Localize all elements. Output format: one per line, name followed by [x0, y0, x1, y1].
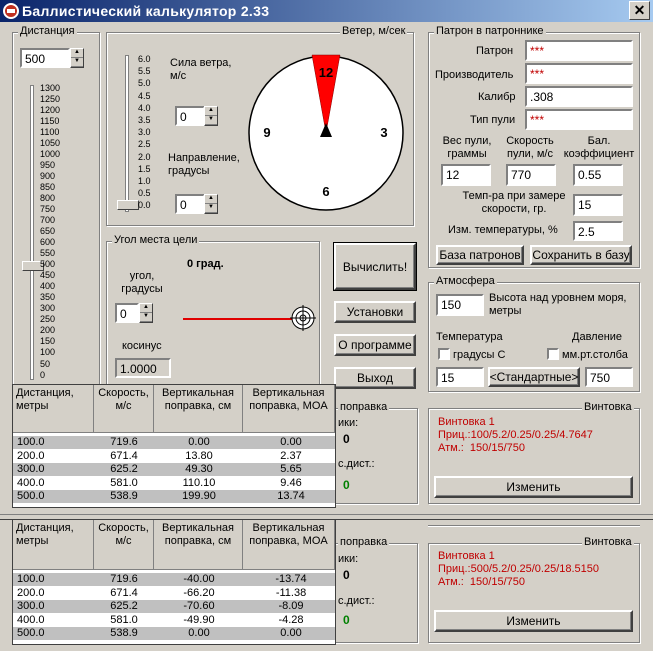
bullet-speed-label: Скорость пули, м/с [506, 135, 554, 160]
col-distance-header: Дистанция, метры [13, 385, 94, 433]
table-cell: 199.90 [182, 490, 216, 502]
col-speed-header-2: Скорость, м/с [94, 520, 154, 570]
rifle-name-1: Винтовка 1 [438, 416, 495, 428]
table-cell: 0.00 [188, 436, 210, 448]
angle-label: угол, градусы [121, 270, 163, 295]
table-cell: 5.65 [280, 463, 302, 475]
correction-line-1: ики: [338, 417, 359, 429]
distance-tick: 1300 [40, 83, 61, 93]
pressure-label: Давление [572, 331, 623, 343]
distance-tick: 1050 [40, 138, 61, 149]
table-row[interactable] [13, 463, 335, 476]
altitude-input[interactable]: 150 [436, 294, 484, 316]
table-cell: 0.00 [188, 627, 210, 639]
table-cell: 671.4 [110, 586, 138, 599]
app-icon [3, 3, 19, 19]
wind-legend: Ветер, м/сек [342, 25, 406, 37]
distance-tick: 50 [40, 358, 51, 369]
bullet-speed-input[interactable]: 770 [506, 164, 556, 186]
table-cell: -70.60 [183, 600, 215, 612]
wind-tick: 0.5 [138, 188, 151, 199]
wind-tick: 5.0 [138, 78, 151, 89]
distance-tick: 700 [40, 215, 56, 226]
distance-legend: Дистанция [20, 25, 75, 37]
mmhg-label: мм.рт.столба [562, 349, 628, 361]
wind-tick: 6.0 [138, 54, 151, 64]
angle-spinner[interactable]: ▲ ▼ [139, 303, 153, 323]
distance-tick: 850 [40, 182, 56, 193]
wind-force-label: Сила ветра, м/с [170, 57, 232, 82]
table-cell: 300.0 [17, 463, 45, 475]
rifle-legend-1: Винтовка [584, 401, 632, 413]
table-cell: -8.09 [278, 600, 304, 612]
results-table-1[interactable] [12, 384, 336, 508]
col-vert-moa-header-2: Вертикальная поправка, MOA [243, 520, 335, 570]
distance-tick: 0 [40, 369, 46, 380]
caliber-label: Калибр [478, 91, 516, 103]
table-cell: 719.6 [110, 436, 138, 448]
table-cell: 2.37 [280, 449, 302, 462]
table-cell: 0.00 [280, 436, 302, 448]
table-cell: 49.30 [185, 463, 213, 475]
distance-tick: 900 [40, 171, 56, 182]
table-row[interactable] [13, 614, 335, 627]
correction-line-2: с.дист.: [338, 458, 375, 470]
table-row[interactable] [13, 436, 335, 449]
cosine-field: 1.0000 [115, 358, 171, 378]
wind-tick: 3.5 [138, 115, 151, 125]
settings-button[interactable]: Установки [334, 301, 416, 323]
correction-legend-1: поправка [340, 401, 388, 413]
distance-tick: 450 [40, 270, 56, 281]
distance-tick: 950 [40, 160, 56, 171]
table-cell: 100.0 [17, 436, 45, 448]
ballistic-coef-label: Бал. коэффициент [563, 135, 635, 160]
table-cell: 13.80 [185, 449, 213, 462]
correction-line-3: ики: [338, 553, 359, 565]
temperature-label: Температура [436, 331, 503, 343]
altitude-label: Высота над уровнем моря, метры [489, 292, 627, 317]
table-cell: 400.0 [17, 476, 45, 489]
distance-input[interactable]: 500 [20, 48, 70, 68]
rifle-sight-2: Приц.:500/5.2/0.25/0.25/18.5150 [438, 563, 600, 575]
col-speed-header: Скорость, м/с [94, 385, 154, 433]
cartridge-legend: Патрон в патроннике [436, 25, 544, 37]
clock-label-6: 6 [322, 184, 330, 199]
distance-tick: 650 [40, 226, 56, 237]
cartridge-db-button[interactable]: База патронов [436, 245, 524, 265]
wind-tick: 1.5 [138, 163, 151, 174]
wind-tick: 1.0 [138, 176, 151, 186]
table-cell: 200.0 [17, 586, 45, 599]
cosine-label: косинус [122, 340, 162, 352]
correction-value-2: 0 [343, 478, 350, 492]
aim-line [183, 318, 298, 320]
distance-tick: 300 [40, 303, 56, 314]
table-cell: 625.2 [110, 600, 138, 612]
about-button[interactable]: О программе [334, 334, 416, 356]
col-distance-header-2: Дистанция, метры [13, 520, 94, 570]
table-cell: 9.46 [280, 476, 302, 489]
celsius-label: градусы С [453, 349, 506, 361]
distance-tick: 800 [40, 193, 56, 204]
wind-tick: 4.0 [138, 102, 151, 113]
distance-tick: 1100 [40, 127, 60, 138]
clock-label-3: 3 [380, 125, 388, 140]
table-row[interactable] [13, 490, 335, 503]
distance-tick: 1000 [40, 149, 61, 160]
correction-legend-2: поправка [340, 536, 388, 548]
clock-label-12: 12 [318, 65, 334, 80]
table-cell: 0.00 [280, 627, 302, 639]
distance-spinner[interactable]: ▲ ▼ [70, 48, 84, 68]
table-cell: 538.9 [110, 490, 138, 502]
atmosphere-legend: Атмосфера [436, 275, 495, 287]
table-row[interactable] [13, 587, 335, 600]
close-button[interactable]: ✕ [629, 1, 650, 20]
distance-tick: 250 [40, 314, 56, 325]
table-cell: 400.0 [17, 613, 45, 626]
distance-tick: 1200 [40, 105, 61, 116]
distance-tick: 1250 [40, 94, 61, 105]
table-row[interactable] [13, 450, 335, 463]
window-title: Баллистический калькулятор 2.33 [22, 3, 270, 19]
table-cell: -4.28 [278, 613, 304, 626]
exit-button[interactable]: Выход [334, 367, 416, 389]
rifle-name-2: Винтовка 1 [438, 550, 495, 562]
celsius-checkbox[interactable] [438, 348, 450, 360]
distance-tick: 600 [40, 237, 56, 248]
distance-tick: 1150 [40, 116, 60, 127]
distance-tick: 550 [40, 248, 56, 259]
frame-separator [428, 525, 640, 527]
distance-tick: 400 [40, 281, 56, 292]
rifle-atm-1: Атм.: 150/15/750 [438, 442, 525, 454]
bullet-weight-label: Вес пули, граммы [442, 135, 492, 160]
bullet-type-field[interactable]: *** [525, 109, 633, 130]
crosshair-icon [290, 305, 316, 331]
maker-label: Производитель [435, 69, 514, 81]
correction-line-4: с.дист.: [338, 595, 375, 607]
wind-tick: 3.0 [138, 127, 151, 138]
angle-degrees-text: 0 град. [187, 258, 224, 270]
rifle-sight-1: Приц.:100/5.2/0.25/0.25/4.7647 [438, 429, 593, 441]
distance-tick: 100 [40, 347, 56, 358]
temp-change-label: Изм. температуры, % [448, 224, 558, 236]
target-angle-legend: Угол места цели [114, 234, 198, 246]
table-cell: 500.0 [17, 490, 45, 502]
patron-label: Патрон [476, 45, 514, 57]
distance-tick: 500 [40, 259, 56, 270]
correction-value-3: 0 [343, 568, 350, 582]
table-cell: 719.6 [110, 573, 138, 585]
distance-tick: 200 [40, 325, 56, 336]
col-vert-cm-header: Вертикальная поправка, см [154, 385, 243, 433]
table-cell: 100.0 [17, 573, 45, 585]
table-cell: -66.20 [183, 586, 215, 599]
table-cell: 625.2 [110, 463, 138, 475]
clock-label-9: 9 [263, 125, 271, 140]
angle-input[interactable]: 0 [115, 303, 139, 323]
wind-tick: 0.0 [138, 200, 151, 211]
temp-measure-label: Темп-ра при замере скорости, гр. [462, 190, 566, 215]
table-cell: 110.10 [182, 476, 216, 489]
wind-force-spinner[interactable]: ▲ ▼ [204, 106, 218, 126]
table-cell: 13.74 [277, 490, 305, 502]
rifle-legend-2: Винтовка [584, 536, 632, 548]
caliber-field[interactable]: .308 [525, 86, 633, 107]
wind-tick: 2.5 [138, 139, 151, 150]
correction-value-1: 0 [343, 432, 350, 446]
bullet-weight-input[interactable]: 12 [441, 164, 491, 186]
wind-clock[interactable] [245, 50, 407, 214]
table-cell: 581.0 [110, 476, 138, 489]
table-cell: 300.0 [17, 600, 45, 612]
col-vert-moa-header: Вертикальная поправка, MOA [243, 385, 335, 433]
rifle-edit-button-1[interactable]: Изменить [434, 476, 633, 498]
temp-measure-input[interactable]: 15 [573, 194, 623, 216]
temp-change-input[interactable]: 2.5 [573, 221, 623, 241]
bullet-type-label: Тип пули [470, 114, 516, 126]
table-cell: 538.9 [110, 627, 138, 639]
rifle-edit-button-2[interactable]: Изменить [434, 610, 633, 632]
table-cell: 500.0 [17, 627, 45, 639]
table-row[interactable] [13, 600, 335, 613]
calculate-button[interactable]: Вычислить! [334, 243, 416, 290]
results-table-2[interactable] [12, 519, 336, 645]
pressure-input[interactable]: 750 [585, 367, 633, 387]
wind-tick: 4.5 [138, 90, 151, 101]
table-cell: 581.0 [110, 613, 138, 626]
table-cell: -11.38 [275, 586, 307, 599]
table-cell: -49.90 [183, 613, 215, 626]
wind-force-input[interactable]: 0 [175, 106, 205, 126]
patron-field[interactable]: *** [525, 40, 633, 61]
maker-field[interactable]: *** [525, 63, 633, 84]
distance-tick: 150 [40, 336, 56, 347]
col-vert-cm-header-2: Вертикальная поправка, см [154, 520, 243, 570]
save-to-db-button[interactable]: Сохранить в базу [530, 245, 632, 265]
table-row[interactable] [13, 477, 335, 490]
table-row[interactable] [13, 573, 335, 586]
wind-slider-track[interactable] [125, 55, 129, 212]
correction-value-4: 0 [343, 613, 350, 627]
table-row[interactable] [13, 627, 335, 640]
wind-slider-thumb[interactable] [117, 200, 139, 210]
distance-tick: 350 [40, 292, 56, 303]
mmhg-checkbox[interactable] [547, 348, 559, 360]
wind-tick: 5.5 [138, 66, 151, 77]
wind-tick: 2.0 [138, 151, 151, 162]
table-cell: 200.0 [17, 449, 45, 462]
ballistic-coef-input[interactable]: 0.55 [573, 164, 623, 186]
wind-direction-spinner[interactable]: ▲ ▼ [204, 194, 218, 214]
distance-slider-track[interactable] [30, 85, 34, 380]
table-cell: -13.74 [275, 573, 307, 585]
temperature-input[interactable]: 15 [436, 367, 484, 387]
standard-button[interactable]: <Стандартные> [488, 367, 580, 387]
wind-direction-input[interactable]: 0 [175, 194, 205, 214]
table-cell: -40.00 [183, 573, 215, 585]
rifle-atm-2: Атм.: 150/15/750 [438, 576, 525, 588]
title-bar [0, 0, 653, 22]
wind-direction-label: Направление, градусы [168, 152, 240, 177]
table-cell: 671.4 [110, 449, 138, 462]
distance-tick: 750 [40, 204, 56, 215]
